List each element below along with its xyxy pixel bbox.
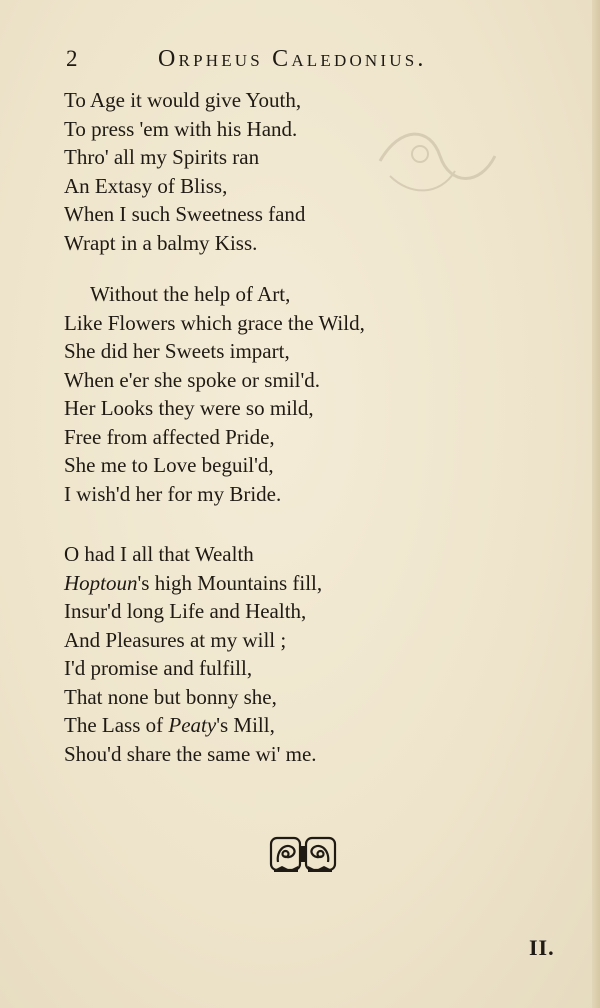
verse-line: Her Looks they were so mild, xyxy=(64,396,314,420)
verse-line: To press 'em with his Hand. xyxy=(64,116,298,141)
running-title: Orpheus Caledonius. xyxy=(158,46,427,72)
verse-line: When e'er she spoke or smil'd. xyxy=(64,367,320,392)
italic-proper-name: Hoptoun xyxy=(64,570,138,595)
fleuron-ornament-icon xyxy=(268,832,338,876)
verse-line: I wish'd her for my Bride. xyxy=(64,481,282,506)
italic-proper-name: Peaty xyxy=(168,713,217,737)
verse-line: Insur'd long Life and Health, xyxy=(64,599,307,623)
verse-line: Like Flowers which grace the Wild, xyxy=(64,310,365,335)
stanza-3 xyxy=(64,540,504,768)
verse-line: Hoptoun's high Mountains fill, xyxy=(64,570,323,595)
verse-line: That none but bonny she, xyxy=(64,684,277,709)
verse-line: She me to Love beguil'd, xyxy=(64,453,274,477)
verse-line: An Extasy of Bliss, xyxy=(64,173,228,198)
verse-line: O had I all that Wealth xyxy=(64,542,254,566)
verse-line: Free from affected Pride, xyxy=(64,424,275,449)
verse-line: She did her Sweets impart, xyxy=(64,339,290,363)
verse-line: Shou'd share the same wi' me. xyxy=(64,741,317,766)
verse-line: Without the help of Art, xyxy=(90,282,291,306)
verse-line: When I such Sweetness fand xyxy=(64,202,306,226)
verse-line: And Pleasures at my will ; xyxy=(64,627,287,652)
stanza-1 xyxy=(64,86,504,257)
verse-line: To Age it would give Youth, xyxy=(64,88,302,112)
verse-line: Wrapt in a balmy Kiss. xyxy=(64,230,258,255)
page-number: 2 xyxy=(66,46,78,71)
verse-line: I'd promise and fulfill, xyxy=(64,656,253,680)
verse-line: Thro' all my Spirits ran xyxy=(64,145,260,169)
page-edge xyxy=(592,0,600,1008)
page-header xyxy=(64,44,484,78)
verse-line: The Lass of Peaty's Mill, xyxy=(64,713,275,737)
catchword: II. xyxy=(529,935,555,960)
stanza-2 xyxy=(64,280,504,508)
